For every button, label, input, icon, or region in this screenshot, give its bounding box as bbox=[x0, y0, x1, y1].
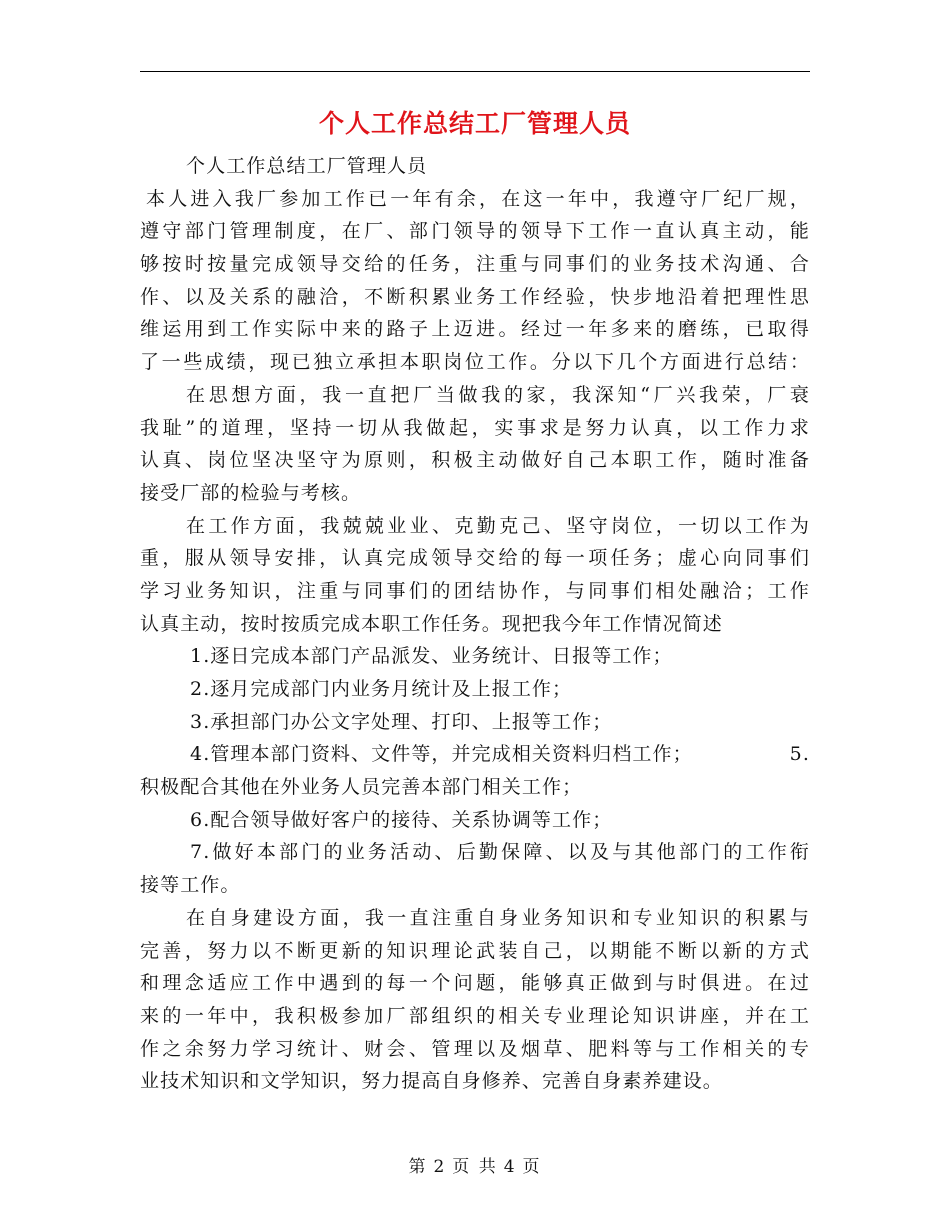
list-item: 7.做好本部门的业务活动、后勤保障、以及与其他部门的工作衔 bbox=[190, 841, 810, 864]
paragraph-line: 重，服从领导安排，认真完成领导交给的每一项任务；虚心向同事们 bbox=[140, 547, 810, 570]
paragraph-line: 和理念适应工作中遇到的每一个问题，能够真正做到与时俱进。在过 bbox=[140, 972, 810, 995]
document-subtitle: 个人工作总结工厂管理人员 bbox=[186, 155, 428, 177]
list-item: 6.配合领导做好客户的接待、关系协调等工作； bbox=[190, 808, 613, 831]
paragraph-line: 本人进入我厂参加工作已一年有余，在这一年中，我遵守厂纪厂规， bbox=[146, 187, 810, 210]
footer-total-pages: 4 bbox=[503, 1157, 517, 1177]
paragraph-line: 认真、岗位坚决坚守为原则，积极主动做好自己本职工作，随时准备 bbox=[140, 449, 810, 472]
paragraph-line: 我耻”的道理，坚持一切从我做起，实事求是努力认真，以工作力求 bbox=[140, 416, 810, 439]
list-item bbox=[140, 738, 810, 771]
paragraph-line: 在思想方面，我一直把厂当做我的家，我深知“厂兴我荣，厂衰 bbox=[186, 383, 810, 406]
paragraph-line: 业技术知识和文学知识，努力提高自身修养、完善自身素养建设。 bbox=[140, 1070, 723, 1093]
document-body bbox=[140, 150, 810, 1098]
list-item: 2.逐月完成部门内业务月统计及上报工作； bbox=[190, 678, 573, 700]
paragraph-line: 接受厂部的检验与考核。 bbox=[140, 481, 362, 504]
list-item: 积极配合其他在外业务人员完善本部门相关工作； bbox=[140, 776, 583, 799]
paragraph-line: 在自身建设方面，我一直注重自身业务知识和专业知识的积累与 bbox=[186, 906, 810, 929]
list-item: 1.逐日完成本部门产品派发、业务统计、日报等工作； bbox=[190, 645, 673, 668]
paragraph-line: 够按时按量完成领导交给的任务，注重与同事们的业务技术沟通、合 bbox=[140, 253, 810, 276]
paragraph-line: 遵守部门管理制度，在厂、部门领导的领导下工作一直认真主动，能 bbox=[140, 220, 810, 243]
page-title: 个人工作总结工厂管理人员 bbox=[318, 109, 631, 138]
page-footer bbox=[0, 1152, 950, 1177]
paragraph-line: 学习业务知识，注重与同事们的团结协作，与同事们相处融洽；工作 bbox=[140, 579, 810, 602]
footer-prefix: 第 bbox=[408, 1157, 428, 1177]
paragraph-line: 认真主动，按时按质完成本职工作任务。现把我今年工作情况简述 bbox=[140, 612, 723, 635]
list-item-number: 5. bbox=[789, 743, 810, 766]
paragraph-line: 作、以及关系的融洽，不断积累业务工作经验，快步地沿着把理性思 bbox=[140, 285, 810, 308]
paragraph-line: 维运用到工作实际中来的路子上迈进。经过一年多来的磨练，已取得 bbox=[140, 318, 810, 341]
list-item: 3.承担部门办公文字处理、打印、上报等工作； bbox=[190, 710, 613, 733]
footer-suffix: 页 bbox=[522, 1157, 542, 1177]
paragraph-line: 了一些成绩，现已独立承担本职岗位工作。分以下几个方面进行总结： bbox=[140, 351, 810, 374]
list-item: 接等工作。 bbox=[140, 874, 241, 897]
paragraph-line: 完善，努力以不断更新的知识理论武装自己，以期能不断以新的方式 bbox=[140, 939, 810, 962]
paragraph-line: 在工作方面，我兢兢业业、克勤克己、坚守岗位，一切以工作为 bbox=[186, 514, 810, 537]
header-rule bbox=[140, 71, 810, 72]
paragraph-line: 来的一年中，我积极参加厂部组织的相关专业理论知识讲座，并在工 bbox=[140, 1004, 810, 1027]
paragraph-line: 作之余努力学习统计、财会、管理以及烟草、肥料等与工作相关的专 bbox=[140, 1037, 810, 1060]
list-item-text: 4.管理本部门资料、文件等，并完成相关资料归档工作； bbox=[190, 743, 693, 766]
footer-page-number: 2 bbox=[433, 1157, 447, 1177]
footer-mid: 页 共 bbox=[452, 1157, 498, 1177]
